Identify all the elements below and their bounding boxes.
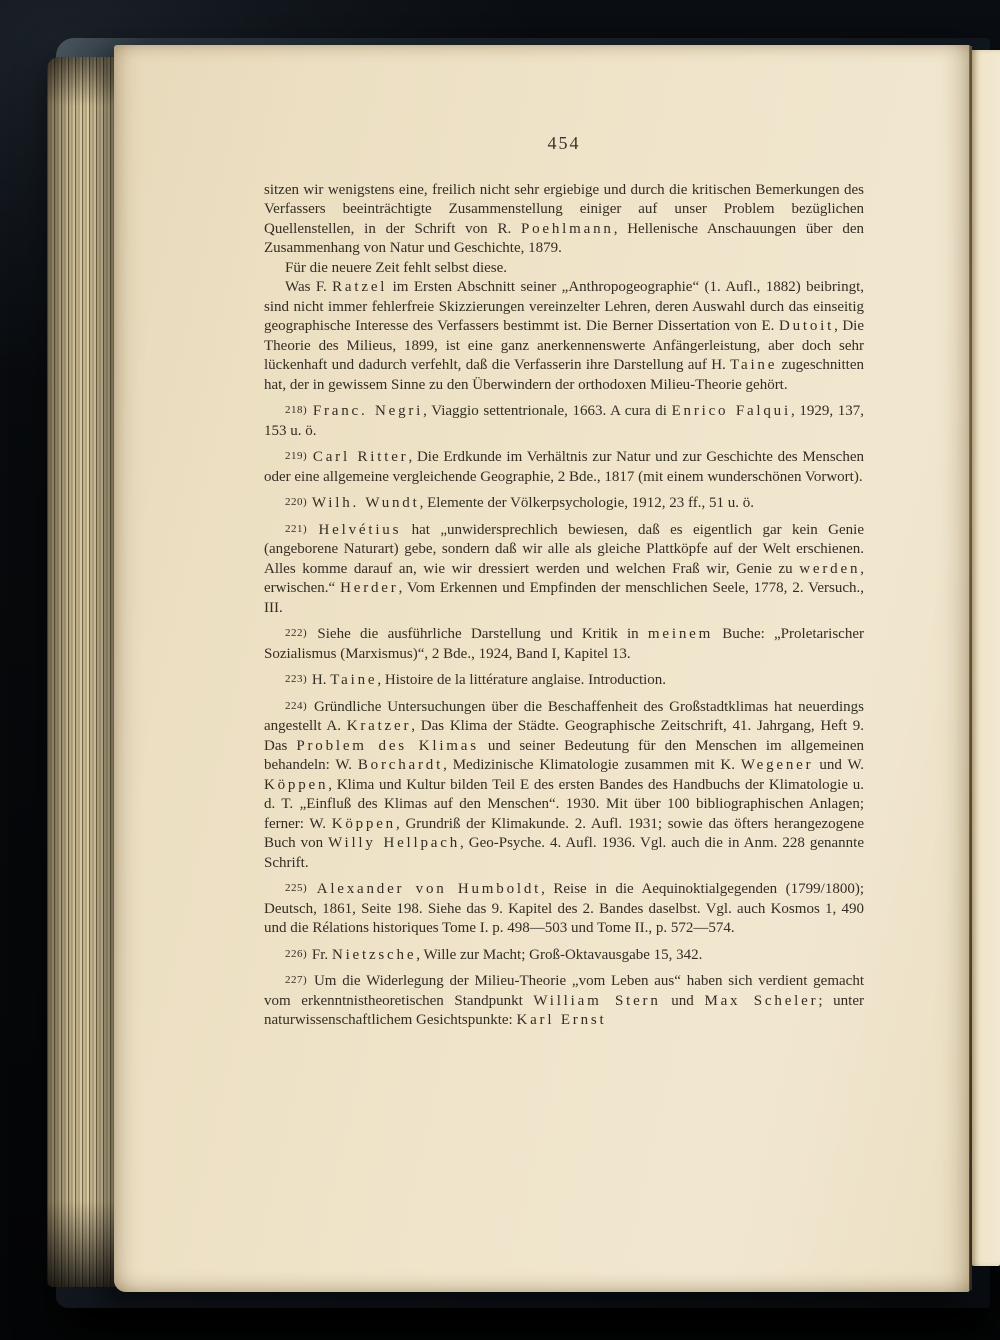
spaced-name: Franc. Negri	[312, 403, 424, 419]
spaced-name: Taine	[330, 672, 378, 688]
spaced-name: Helvétius	[318, 521, 402, 538]
footnote-marker: 222)	[285, 627, 308, 639]
footnote: 227) Um die Widerlegung der Milieu-Theorie „vom Leben aus“ haben sich verdient gemacht vom erkenntnistheoretischen Standpunkt William Stern und Max Scheler; unter naturwissenschaftlichem Gesichtspunkte: Karl Ernst	[264, 973, 865, 1028]
footnote: 223) H. Taine, Histoire de la littérature anglaise. Introduction.	[285, 672, 667, 688]
footnote-marker: 220)	[285, 496, 308, 508]
footnote-marker: 221)	[285, 522, 308, 535]
paragraph: Für die neuere Zeit fehlt selbst diese.	[285, 259, 508, 276]
spaced-name: Carl Ritter	[312, 449, 409, 465]
spaced-name: Enrico Falqui	[671, 403, 791, 419]
spaced-name: Köppen	[264, 776, 329, 793]
spaced-name: Ratzel	[332, 279, 388, 295]
spaced-name: Taine	[730, 357, 778, 373]
spaced-name: Borchardt	[357, 757, 444, 773]
spaced-name: Wilh. Wundt	[311, 495, 420, 511]
page-number: 454	[547, 133, 581, 153]
footnote-marker: 227)	[285, 974, 308, 986]
footnote: 220) Wilh. Wundt, Elemente der Völkerpsychologie, 1912, 23 ff., 51 u. ö.	[285, 495, 754, 511]
footnote: 226) Fr. Nietzsche, Wille zur Macht; Groß-Oktavausgabe 15, 342.	[285, 946, 703, 963]
footnote: 225) Alexander von Humboldt, Reise in die Aequinoktialgegenden (1799/1800); Deutsch, 1861, Seite 198. Siehe das 9. Kapitel des 2. Bandes daselbst. Vgl. auch Kosmos 1, 490 und die Rélations historiques Tome I. p. 498—503 und Tome II., p. 572—574.	[264, 881, 865, 936]
footnote: 221) Helvétius hat „unwidersprechlich bewiesen, daß es eigentlich gar kein Genie (angeborene Naturart) gebe, sondern daß wir alle als gleiche Plattköpfe auf der Welt erschienen. Alles komme darauf an, wie wir dressiert werden und welchen Fraß wir, Genie zu werden, erwischen.“ Herder, Vom Erkennen und Empfinden der menschlichen Seele, 1778, 2. Versuch., III.	[264, 521, 864, 616]
spaced-name: William Stern	[533, 992, 661, 1009]
spaced-name: meinem	[647, 626, 714, 642]
spaced-name: Dutoit	[778, 318, 835, 334]
spaced-name: Nietzsche	[331, 946, 417, 963]
page-body	[264, 181, 864, 1031]
book-page	[114, 45, 970, 1292]
footnote: 218) Franc. Negri, Viaggio settentrionale, 1663. A cura di Enrico Falqui, 1929, 137, 153 u. ö.	[264, 403, 865, 439]
footnote-marker: 224)	[285, 699, 308, 712]
footnote-marker: 223)	[285, 673, 308, 685]
spaced-name: Problem des Klimas	[296, 737, 479, 754]
spaced-name: Poehlmann	[520, 220, 614, 237]
paragraph: Was F. Ratzel im Ersten Abschnitt seiner „Anthropogeographie“ (1. Aufl., 1882) beibringt, sind nicht immer fehlerfreie Skizzierungen vereinzelter Lehren, deren Auswahl durch das einseitig geographische Interesse des Verfassers bestimmt ist. Die Berner Dissertation von E. Dutoit, Die Theorie des Milieus, 1899, ist eine ganz anerkennenswerte Anfängerleistung, aber doch sehr lückenhaft und dadurch verfehlt, daß die Verfasserin ihre Darstellung auf H. Taine zugeschnitten hat, der in gewissem Sinne zu den Überwindern der orthodoxen Milieu-Theorie gehört.	[264, 279, 864, 393]
footnote-marker: 218)	[285, 404, 308, 416]
spaced-name: Wegener	[740, 757, 814, 773]
footnote: 222) Siehe die ausführliche Darstellung und Kritik in meinem Buche: „Proletarischer Sozialismus (Marxismus)“, 2 Bde., 1924, Band I, Kapitel 13.	[264, 626, 864, 662]
footnote: 224) Gründliche Untersuchungen über die Beschaffenheit des Großstadtklimas hat neuerdings angestellt A. Kratzer, Das Klima der Städte. Geographische Zeitschrift, 41. Jahrgang, Heft 9. Das Problem des Klimas und seiner Bedeutung für den Menschen im allgemeinen behandeln: W. Borchardt, Medizinische Klimatologie zusammen mit K. Wegener und W. Köppen, Klima und Kultur bilden Teil E des ersten Bandes des Handbuchs der Klimatologie u. d. T. „Einfluß des Klimas auf den Menschen“. 1930. Mit über 100 bibliographischen Anlagen; ferner: W. Köppen, Grundriß der Klimakunde. 2. Aufl. 1931; sowie das öfters herangezogene Buch von Willy Hellpach, Geo-Psyche. 4. Aufl. 1936. Vgl. auch die in Anm. 228 genannte Schrift.	[264, 698, 865, 871]
page-text-block	[264, 134, 864, 1031]
paragraph: sitzen wir wenigstens eine, freilich nicht sehr ergiebige und durch die kritischen Bemerkungen des Verfassers beeinträchtigte Zusammenstellung einiger auf unser Problem bezüglichen Quellenstellen, in der Schrift von R. Poehlmann, Hellenische Anschauungen über den Zusammenhang von Natur und Geschichte, 1879.	[264, 181, 864, 256]
spaced-name: Max Scheler	[704, 992, 819, 1009]
footnote-marker: 226)	[285, 947, 308, 960]
spaced-name: Kratzer	[346, 718, 412, 734]
spaced-name: Willy Hellpach	[328, 835, 461, 851]
footnote-marker: 219)	[285, 450, 308, 462]
footnote: 219) Carl Ritter, Die Erdkunde im Verhältnis zur Natur und zur Geschichte des Menschen oder eine allgemeine vergleichende Geographie, 2 Bde., 1817 (mit einem wunderschönen Vorwort).	[264, 449, 864, 485]
spaced-name: Herder	[340, 580, 399, 596]
next-page-edge	[972, 50, 1000, 1266]
spaced-name: Alexander von Humboldt	[316, 881, 542, 897]
page-edges-stack	[47, 57, 116, 1287]
spaced-name: werden	[799, 560, 861, 577]
footnote-marker: 225)	[285, 882, 308, 894]
spaced-name: Karl Ernst	[516, 1012, 607, 1028]
spaced-name: Köppen	[331, 815, 396, 832]
